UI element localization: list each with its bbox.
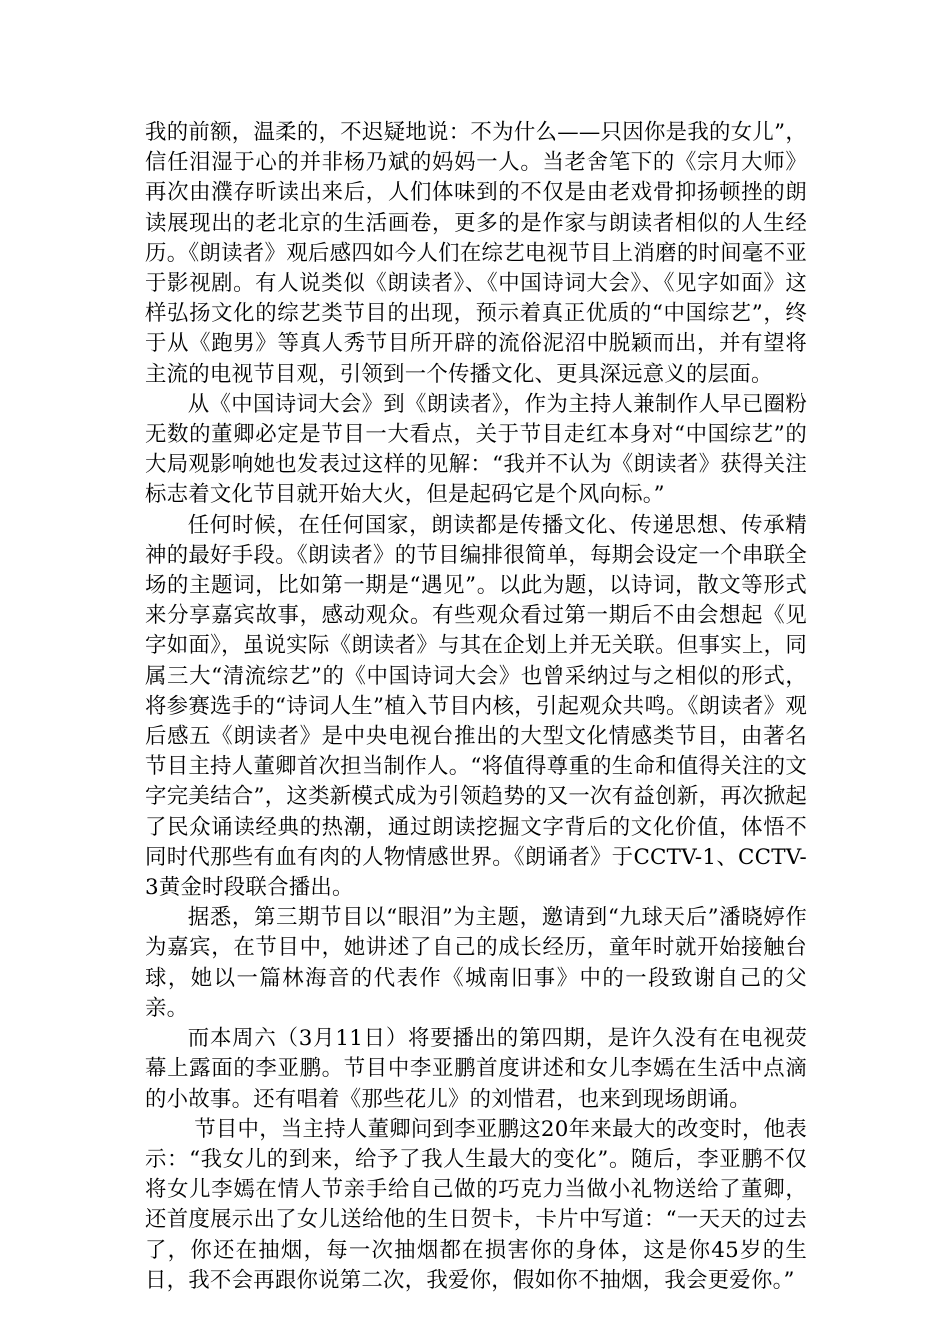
document-body [145, 118, 807, 1296]
paragraph-6: 节目中，当主持人董卿问到李亚鹏这20年来最大的改变时，他表示：“我女儿的到来，给予了我人生最大的变化”。随后，李亚鹏不仅将女儿李嫣在情人节亲手给自己做的巧克力当做小礼物送给了董卿，还首度展示出了女儿送给他的生日贺卡，卡片中写道：“一天天的过去了，你还在抽烟，每一次抽烟都在损害你的身体，这是你45岁的生日，我不会再跟你说第二次，我爱你，假如你不抽烟，我会更爱你。” [145, 1116, 807, 1293]
paragraph-5: 而本周六（3月11日）将要播出的第四期，是许久没有在电视荧幕上露面的李亚鹏。节目中李亚鹏首度讲述和女儿李嫣在生活中点滴的小故事。还有唱着《那些花儿》的刘惜君，也来到现场朗诵。 [145, 1026, 807, 1112]
paragraph-2: 从《中国诗词大会》到《朗读者》，作为主持人兼制作人早已圈粉无数的董卿必定是节目一大看点，关于节目走红本身对“中国综艺”的大局观影响她也发表过这样的见解：“我并不认为《朗读者》获得关注标志着文化节目就开始大火，但是起码它是个风向标。” [145, 391, 807, 508]
paragraph-1: 我的前额，温柔的，不迟疑地说：不为什么——只因你是我的女儿”，信任泪湿于心的并非杨乃斌的妈妈一人。当老舍笔下的《宗月大师》再次由濮存昕读出来后，人们体味到的不仅是由老戏骨抑扬顿挫的朗读展现出的老北京的生活画卷，更多的是作家与朗读者相似的人生经历。《朗读者》观后感四如今人们在综艺电视节目上消磨的时间毫不亚于影视剧。有人说类似《朗读者》、《中国诗词大会》、《见字如面》这样弘扬文化的综艺类节目的出现，预示着真正优质的“中国综艺”，终于从《跑男》等真人秀节目所开辟的流俗泥沼中脱颖而出，并有望将主流的电视节目观，引领到一个传播文化、更具深远意义的层面。 [145, 120, 807, 387]
paragraph-4: 据悉，第三期节目以“眼泪”为主题，邀请到“九球天后”潘晓婷作为嘉宾，在节目中，她讲述了自己的成长经历，童年时就开始接触台球，她以一篇林海音的代表作《城南旧事》中的一段致谢自己的父亲。 [145, 905, 807, 1021]
paragraph-3: 任何时候，在任何国家，朗读都是传播文化、传递思想、传承精神的最好手段。《朗读者》的节目编排很简单，每期会设定一个串联全场的主题词，比如第一期是“遇见”。以此为题，以诗词，散文等形式来分享嘉宾故事，感动观众。有些观众看过第一期后不由会想起《见字如面》，虽说实际《朗读者》与其在企划上并无关联。但事实上，同属三大“清流综艺”的《中国诗词大会》也曾采纳过与之相似的形式，将参赛选手的“诗词人生”植入节目内核，引起观众共鸣。《朗读者》观后感五《朗读者》是中央电视台推出的大型文化情感类节目，由著名节目主持人董卿首次担当制作人。“将值得尊重的生命和值得关注的文字完美结合”，这类新模式成为引领趋势的又一次有益创新，再次掀起了民众诵读经典的热潮，通过朗读挖掘文字背后的文化价值，体悟不同时代那些有血有肉的人物情感世界。《朗诵者》于CCTV-1、CCTV-3黄金时段联合播出。 [145, 512, 807, 901]
